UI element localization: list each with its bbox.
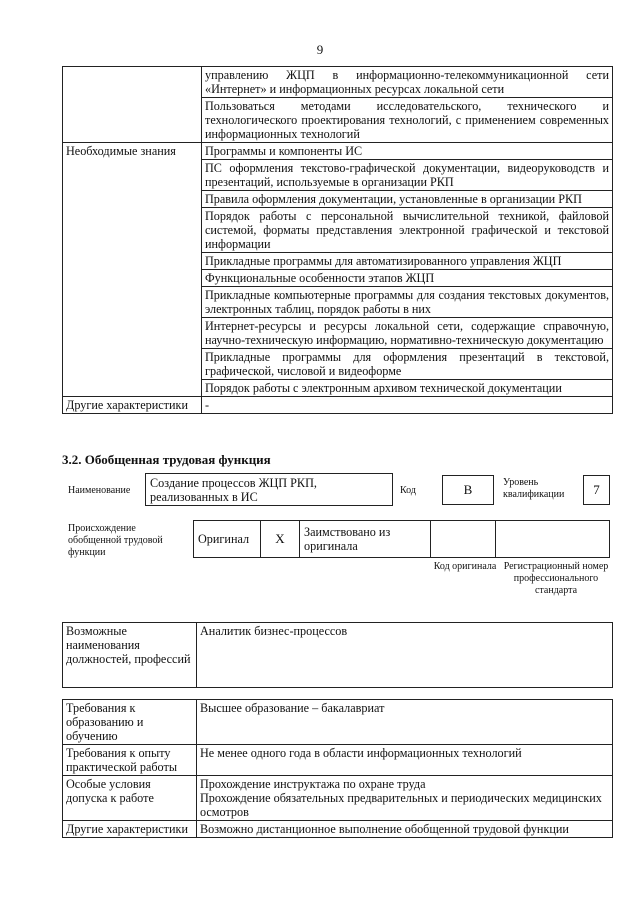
code-label: Код — [400, 485, 416, 496]
table-row — [63, 776, 613, 821]
code-original-cell — [431, 521, 496, 558]
table-cell: Прикладные программы для оформления презентаций в текстовой, графической, числовой и видеоформе — [202, 349, 613, 380]
table-row — [63, 700, 613, 745]
table-cell: Порядок работы с персональной вычислительной техникой, файловой системой, форматы представления электронной графической и текстовой информации — [202, 208, 613, 253]
page-number: 9 — [316, 42, 324, 57]
table-cell: Прикладные компьютерные программы для создания текстовых документов, электронных таблиц, порядок работы в них — [202, 287, 613, 318]
table-row — [63, 143, 613, 160]
table-cell: Интернет-ресурсы и ресурсы локальной сети, содержащие справочную, научно-техническую информацию, нормативно-техническую документацию — [202, 318, 613, 349]
table-row — [63, 623, 613, 688]
row-label: Необходимые знания — [63, 143, 202, 397]
condition-item: Прохождение инструктажа по охране труда — [200, 777, 426, 791]
row-label: Возможные наименования должностей, профессий — [63, 623, 197, 688]
name-label: Наименование — [68, 485, 131, 496]
condition-item: Прохождение обязательных предварительных и периодических медицинских осмотров — [200, 791, 602, 819]
table-row — [63, 67, 613, 98]
original-label: Оригинал — [194, 521, 261, 558]
table-row — [63, 821, 613, 838]
table-cell: Не менее одного года в области информационных технологий — [197, 745, 613, 776]
code-value: B — [442, 475, 494, 505]
section-title: 3.2. Обобщенная трудовая функция — [62, 452, 271, 467]
table-cell: Высшее образование – бакалавриат — [197, 700, 613, 745]
row-label: Особые условия допуска к работе — [63, 776, 197, 821]
table-row — [63, 397, 613, 414]
borrowed-label: Заимствовано из оригинала — [300, 521, 431, 558]
row-label — [63, 67, 202, 143]
table-cell: Аналитик бизнес-процессов — [197, 623, 613, 688]
table-cell: Возможно дистанционное выполнение обобщенной трудовой функции — [197, 821, 613, 838]
name-value: Создание процессов ЖЦП РКП, реализованных в ИС — [145, 473, 393, 506]
original-mark: X — [261, 521, 300, 558]
row-label: Другие характеристики — [63, 821, 197, 838]
code-original-caption: Код оригинала — [433, 561, 497, 572]
table-cell: Прикладные программы для автоматизированного управления ЖЦП — [202, 253, 613, 270]
reg-number-cell — [496, 521, 610, 558]
knowledge-table — [62, 66, 613, 414]
table-cell: Программы и компоненты ИС — [202, 143, 613, 160]
table-cell — [197, 776, 613, 821]
reg-number-caption: Регистрационный номер профессионального стандарта — [503, 561, 609, 596]
row-label: Другие характеристики — [63, 397, 202, 414]
table-row — [63, 745, 613, 776]
table-cell: Правила оформления документации, установленные в организации РКП — [202, 191, 613, 208]
level-label: Уровень квалификации — [503, 477, 565, 500]
row-label: Требования к образованию и обучению — [63, 700, 197, 745]
row-label: Требования к опыту практической работы — [63, 745, 197, 776]
table-cell: Пользоваться методами исследовательского, технического и технологического проектирования технологий, с применением современных информационных технологий — [202, 98, 613, 143]
requirements-table — [62, 699, 613, 838]
positions-table — [62, 622, 613, 688]
table-row — [194, 521, 610, 558]
table-cell: Порядок работы с электронным архивом технической документации — [202, 380, 613, 397]
table-cell: управлению ЖЦП в информационно-телекоммуникационной сети «Интернет» и информационных ресурсах локальной сети — [202, 67, 613, 98]
table-cell: ПС оформления текстово-графической документации, видеоруководств и презентаций, используемые в организации РКП — [202, 160, 613, 191]
table-cell: Функциональные особенности этапов ЖЦП — [202, 270, 613, 287]
origin-label: Происхождение обобщенной трудовой функции — [68, 523, 163, 558]
table-cell: - — [202, 397, 613, 414]
level-value: 7 — [583, 475, 610, 505]
origin-table — [193, 520, 610, 558]
